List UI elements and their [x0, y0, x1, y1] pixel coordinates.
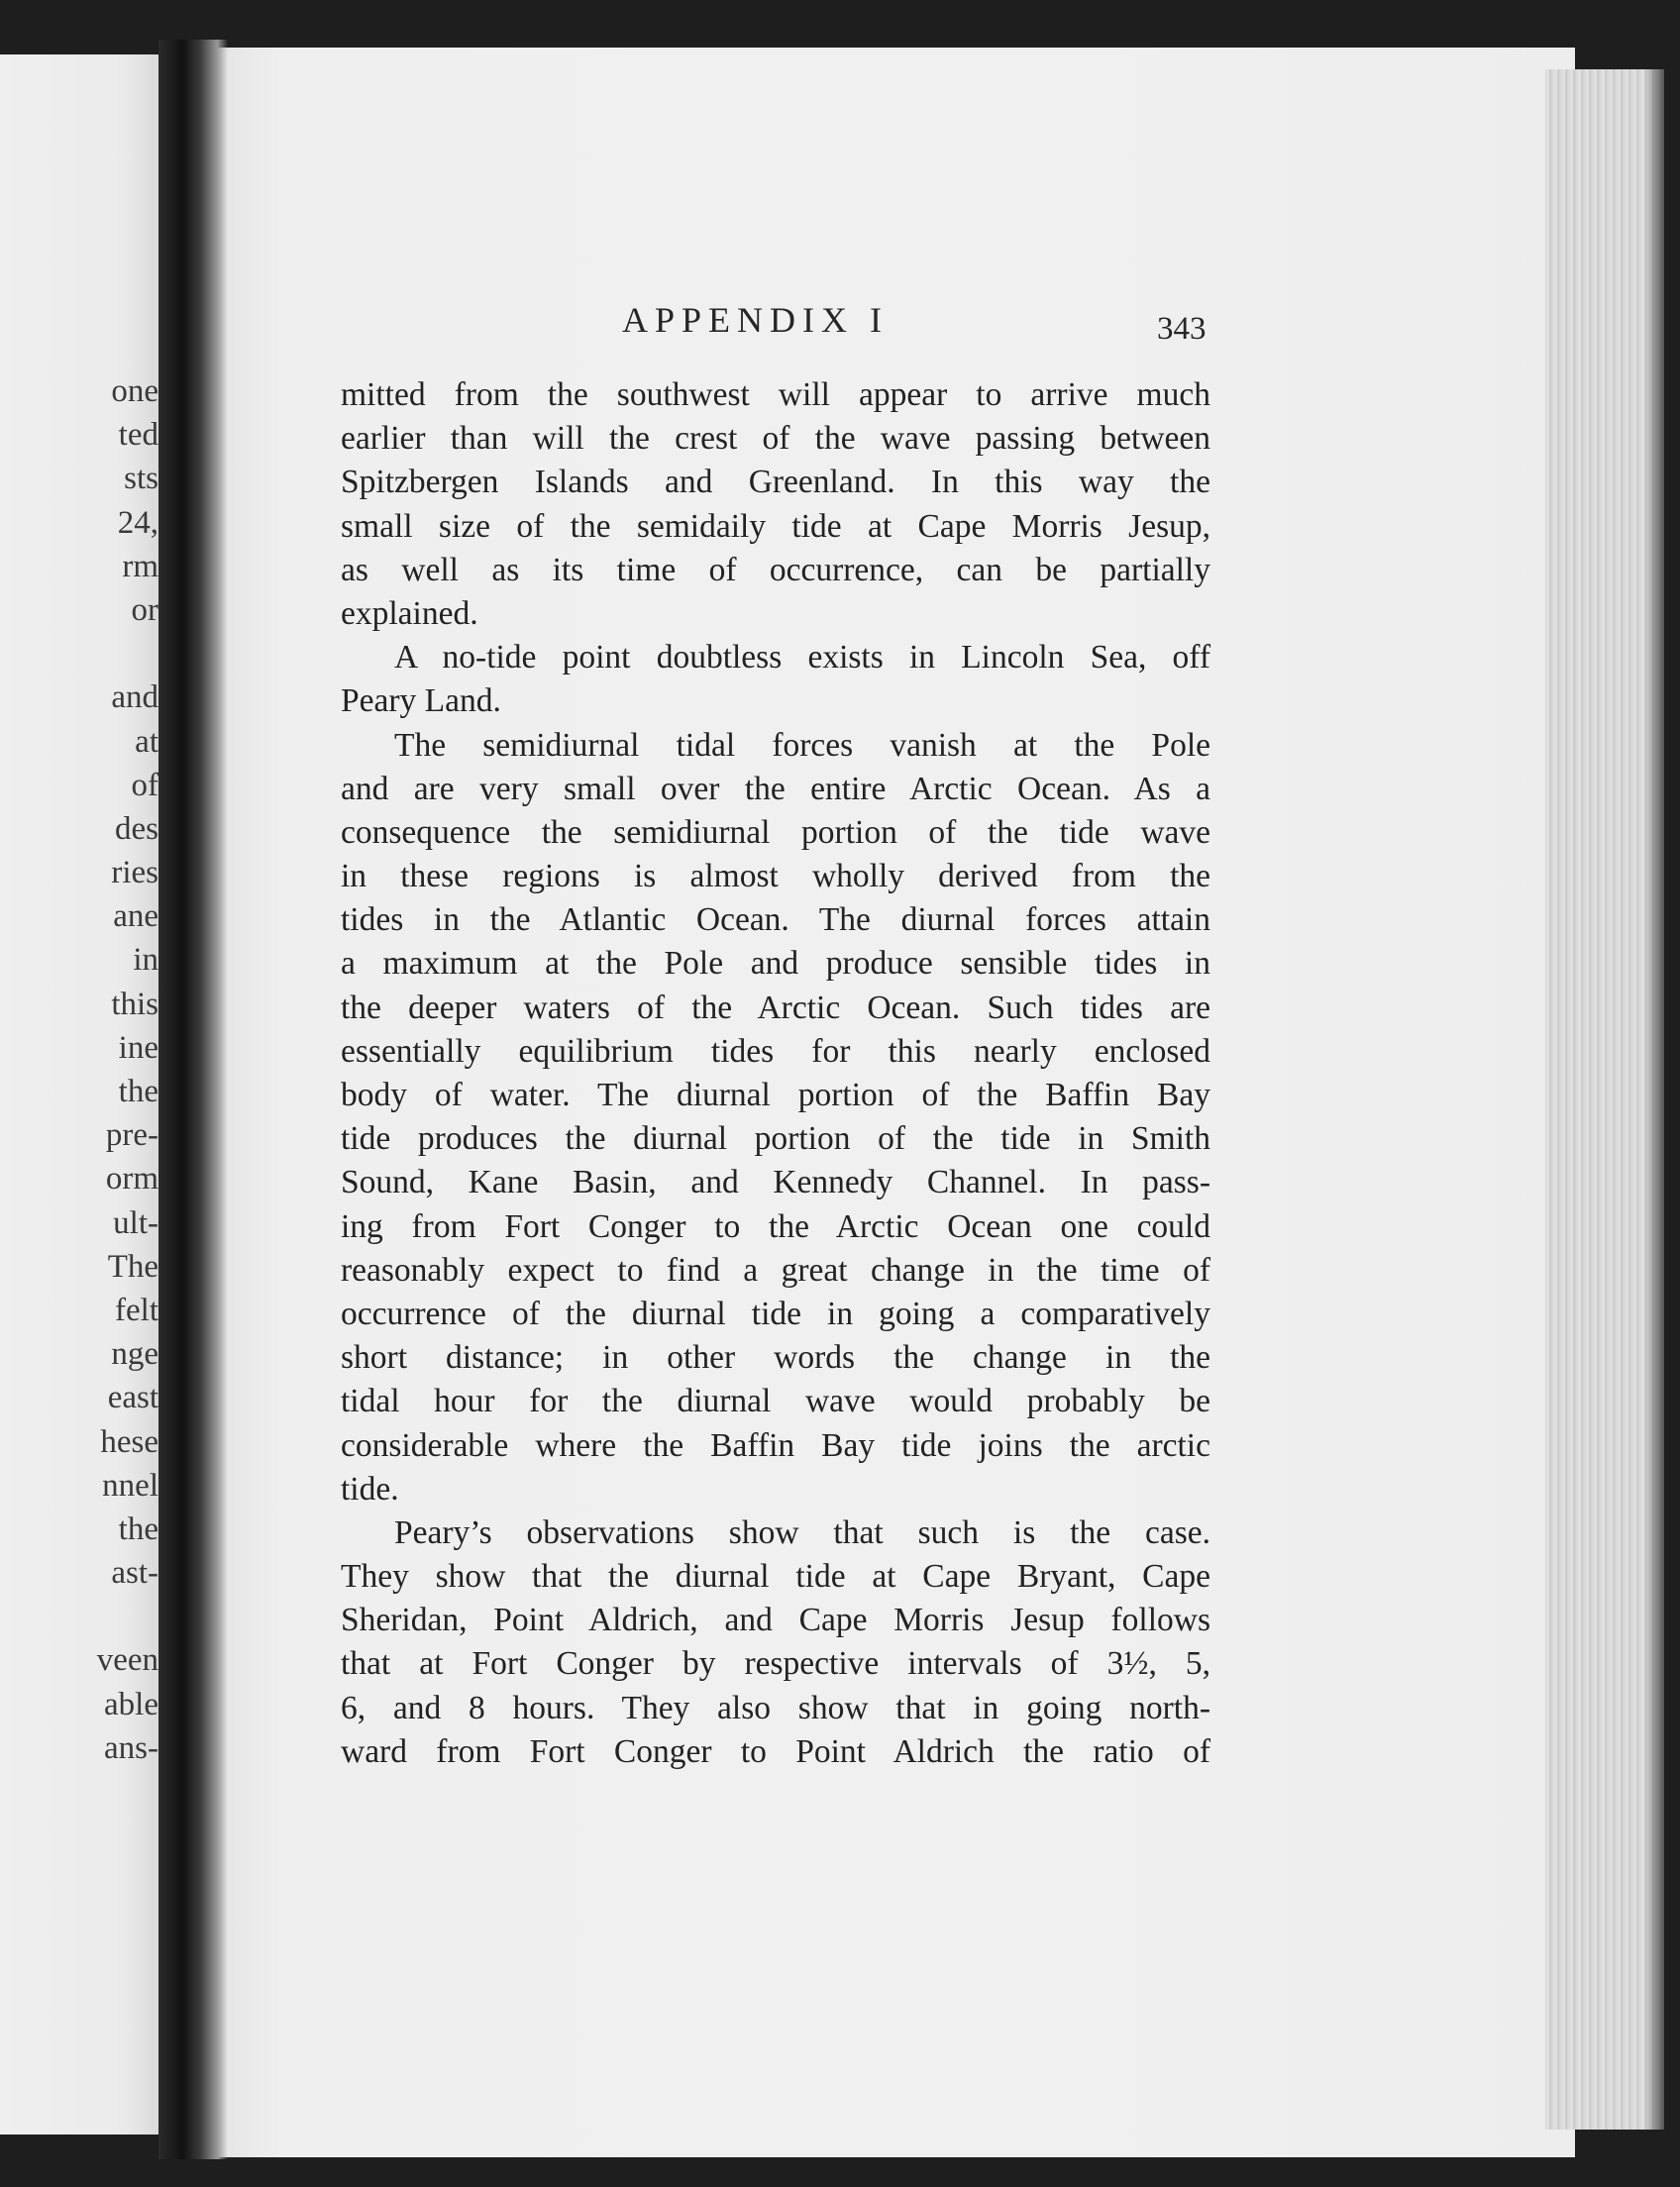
fragment-line: in: [133, 942, 158, 979]
text-line: The semidiurnal tidal forces vanish at the Pole: [394, 726, 1210, 764]
facing-page-left: [0, 54, 176, 2135]
text-line: explained.: [341, 594, 478, 632]
fragment-line: hese: [100, 1423, 158, 1460]
fragment-line: nnel: [102, 1467, 158, 1504]
fragment-line: [97, 1595, 158, 1638]
fragment-line: ans-: [104, 1729, 158, 1766]
text-line: consequence the semidiurnal portion of the tide wave: [341, 813, 1210, 851]
text-line: ing from Fort Conger to the Arctic Ocean one could: [341, 1207, 1210, 1245]
text-line: tidal hour for the diurnal wave would probably be: [341, 1383, 1210, 1420]
text-line: essentially equilibrium tides for this nearly enclosed: [341, 1032, 1210, 1070]
text-line: short distance; in other words the change in the: [341, 1339, 1210, 1377]
text-line: occurrence of the diurnal tide in going a comparatively: [341, 1295, 1210, 1332]
text-line: tides in the Atlantic Ocean. The diurnal forces attain: [341, 901, 1210, 939]
fragment-line: east: [107, 1380, 158, 1416]
page-edges-stack: [1545, 69, 1664, 2130]
text-line: Peary Land.: [341, 682, 501, 720]
fragment-line: and: [111, 679, 158, 716]
fragment-line: pre-: [105, 1117, 158, 1154]
text-line: as well as its time of occurrence, can be partially: [341, 551, 1210, 588]
text-line: They show that the diurnal tide at Cape Bryant, Cape: [341, 1558, 1210, 1596]
text-line: mitted from the southwest will appear to arrive much: [341, 376, 1210, 413]
fragment-line: the: [118, 1510, 158, 1547]
fragment-line: rm: [122, 548, 158, 584]
text-line: the deeper waters of the Arctic Ocean. Such tides are: [341, 989, 1210, 1026]
fragment-line: orm: [105, 1161, 158, 1198]
fragment-line: veen: [96, 1642, 158, 1679]
fragment-line: nge: [111, 1336, 158, 1373]
text-line: a maximum at the Pole and produce sensible tides in: [341, 945, 1210, 983]
text-line: ward from Fort Conger to Point Aldrich the ratio of: [341, 1732, 1210, 1770]
text-line: Peary’s observations show that such is the case.: [394, 1513, 1210, 1551]
fragment-line: at: [135, 723, 158, 760]
fragment-line: the: [118, 1074, 158, 1109]
book-gutter-shadow: [158, 40, 228, 2159]
text-line: A no-tide point doubtless exists in Lincoln Sea, off: [394, 639, 1210, 677]
fragment-line: able: [104, 1686, 158, 1722]
running-head: APPENDIX I: [622, 300, 890, 340]
fragment-line: of: [131, 767, 158, 803]
text-line: earlier than will the crest of the wave passing between: [341, 420, 1210, 458]
fragment-line: ast-: [111, 1555, 158, 1592]
fragment-line: des: [115, 810, 158, 847]
fragment-line: 24,: [117, 504, 158, 541]
text-line: 6, and 8 hours. They also show that in going north-: [341, 1689, 1210, 1726]
fragment-line: [97, 632, 158, 676]
text-line: that at Fort Conger by respective intervals of 3½, 5,: [341, 1645, 1210, 1683]
fragment-line: ult-: [113, 1204, 158, 1241]
fragment-line: or: [131, 591, 158, 628]
text-line: Sound, Kane Basin, and Kennedy Channel. In pass-: [341, 1164, 1210, 1201]
fragment-line: ries: [111, 855, 158, 891]
text-line: reasonably expect to find a great change in the time of: [341, 1251, 1210, 1289]
text-line: small size of the semidaily tide at Cape Morris Jesup,: [341, 507, 1210, 545]
fragment-line: ine: [118, 1029, 158, 1066]
body-text: [341, 373, 1210, 1774]
text-line: considerable where the Baffin Bay tide joins the arctic: [341, 1426, 1210, 1464]
fragment-line: ted: [118, 417, 158, 454]
fragment-line: sts: [124, 461, 158, 497]
fragment-line: one: [111, 373, 158, 409]
facing-page-line-fragments: [97, 369, 158, 1770]
fragment-line: felt: [115, 1292, 158, 1328]
text-line: body of water. The diurnal portion of the Baffin Bay: [341, 1077, 1210, 1113]
text-line: in these regions is almost wholly derived from the: [341, 858, 1210, 895]
text-line: tide produces the diurnal portion of the tide in Smith: [341, 1120, 1210, 1158]
fragment-line: this: [111, 986, 158, 1022]
text-line: Sheridan, Point Aldrich, and Cape Morris Jesup follows: [341, 1602, 1210, 1639]
text-line: tide.: [341, 1470, 399, 1508]
fragment-line: ane: [113, 898, 158, 935]
page-number: 343: [1157, 311, 1207, 347]
text-line: and are very small over the entire Arctic Ocean. As a: [341, 770, 1210, 807]
text-line: Spitzbergen Islands and Greenland. In this way the: [341, 464, 1210, 501]
fragment-line: The: [107, 1248, 158, 1285]
